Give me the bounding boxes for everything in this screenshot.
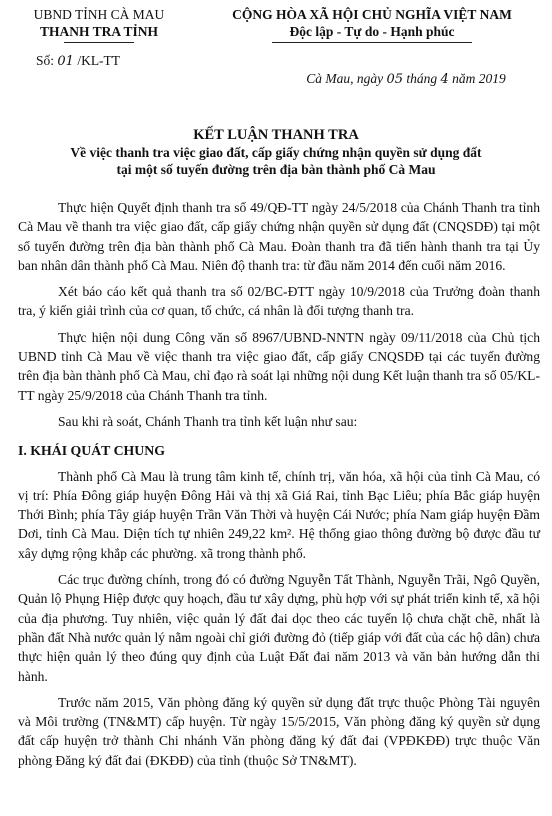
document-date (266, 70, 546, 88)
document-title (0, 126, 552, 178)
date-part2: tháng (403, 71, 441, 86)
doc-number-prefix: Số: (36, 53, 58, 68)
motto-underline (272, 42, 472, 43)
national-motto-block (196, 6, 548, 43)
paragraph-5: Thành phố Cà Mau là trung tâm kinh tế, chính trị, văn hóa, xã hội của tỉnh Cà Mau, có vị trí: Phía Đông giáp huyện Đông Hải và thị xã Giá Rai, tỉnh Bạc Liêu; phía Bắc giáp huyện Thới Bình; phía Tây giáp huyện Trần Văn Thời và huyện Cái Nước; phía Nam giáp huyện Đầm Dơi, tỉnh Cà Mau. Diện tích tự nhiên 249,22 km². Hệ thống giao thông đường bộ được đầu tư xây dựng rộng khắp các phường. xã trong thành phố. (18, 468, 540, 561)
agency-underline (64, 42, 134, 43)
paragraph-2: Xét báo cáo kết quả thanh tra số 02/BC-ĐTT ngày 10/9/2018 của Trưởng đoàn thanh tra, ý kiến giải trình của cơ quan, tổ chức, cá nhân là đối tượng thanh tra. (18, 284, 540, 319)
title-main: KẾT LUẬN THANH TRA (193, 127, 359, 143)
document-number (36, 52, 120, 70)
issuing-agency-block (4, 6, 194, 43)
paragraph-6: Các trục đường chính, trong đó có đường Nguyễn Tất Thành, Nguyễn Trãi, Ngô Quyền, Quản lộ Phụng Hiệp được quy hoạch, đầu tư xây dựng, phù hợp với sự phát triển kinh tế, xã hội của địa phương. Tuy nhiên, việc quản lý đất đai dọc theo các tuyến lộ chưa chặt chẽ, nhất là phần đất Nhà nước quản lý nằm ngoài chỉ giới đường đỏ (tiếp giáp với đất của các hộ dân) chưa thực hiện quản lý theo đúng quy định của Luật Đất đai năm 2013 và văn bản hướng dẫn thi hành. (18, 572, 540, 684)
doc-number-suffix: /KL-TT (73, 53, 121, 68)
date-month: 4 (440, 72, 449, 87)
paragraph-4: Sau khi rà soát, Chánh Thanh tra tỉnh kết luận như sau: (58, 413, 358, 429)
document-body (18, 198, 540, 777)
paragraph-1: Thực hiện Quyết định thanh tra số 49/QĐ-TT ngày 24/5/2018 của Chánh Thanh tra tỉnh Cà Mau về thanh tra việc giao đất, cấp giấy chứng nhận quyền sử dụng đất (CNQSDĐ) tại một số tuyến đường trên địa bàn thành phố Cà Mau. Đoàn thanh tra đã tiến hành thanh tra tại Ủy ban nhân dân thành phố Cà Mau. Niên độ thanh tra: từ đầu năm 2014 đến cuối năm 2016. (18, 200, 540, 273)
title-subject-line2: tại một số tuyến đường trên địa bàn thành phố Cà Mau (116, 162, 436, 177)
agency-parent: UBND TỈNH CÀ MAU (33, 7, 165, 22)
paragraph-7: Trước năm 2015, Văn phòng đăng ký quyền sử dụng đất trực thuộc Phòng Tài nguyên và Môi trường (TN&MT) cấp huyện. Từ ngày 15/5/2015, Văn phòng đăng ký quyền sử dụng đất cấp huyện trở thành Chi nhánh Văn phòng đăng ký đất đai (VPĐKĐĐ) trực thuộc Văn phòng Đăng ký đất đai (ĐKĐĐ) của tỉnh (thuộc Sở TN&MT). (18, 694, 540, 768)
title-subject-line1: Về việc thanh tra việc giao đất, cấp giấy chứng nhận quyền sử dụng đất (70, 145, 482, 160)
national-motto: Độc lập - Tự do - Hạnh phúc (289, 24, 455, 39)
date-part1: Cà Mau, ngày (306, 71, 387, 86)
date-part3: năm 2019 (448, 71, 506, 86)
paragraph-3: Thực hiện nội dung Công văn số 8967/UBND-NNTN ngày 09/11/2018 của Chủ tịch UBND tỉnh Cà Mau về việc thanh tra việc giao đất, cấp giấy CNQSDĐ tại các tuyến đường trên địa bàn thành phố Cà Mau, chỉ đạo rà soát lại những nội dung Kết luận thanh tra số 05/KL-TT ngày 25/9/2018 của Chánh Thanh tra tỉnh. (18, 329, 540, 403)
doc-number-handwritten: 01 (57, 54, 74, 69)
country-name: CỘNG HÒA XÃ HỘI CHỦ NGHĨA VIỆT NAM (232, 7, 512, 22)
agency-name: THANH TRA TỈNH (39, 24, 159, 39)
date-day: 05 (386, 72, 403, 87)
section-heading-1: I. KHÁI QUÁT CHUNG (18, 443, 165, 459)
